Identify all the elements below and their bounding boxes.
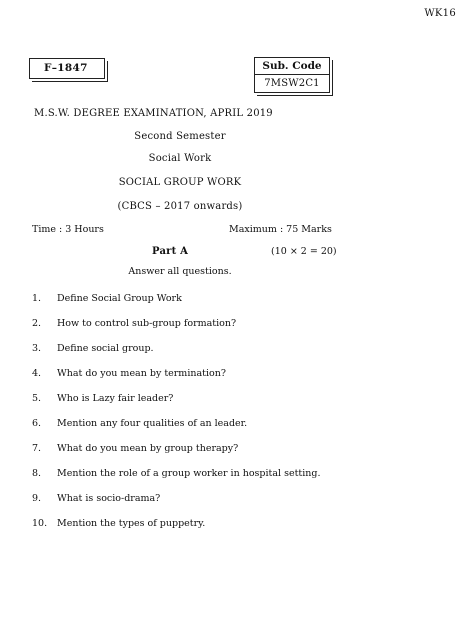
question-text: What is socio-drama? xyxy=(57,493,161,504)
question-number: 8. xyxy=(32,468,42,479)
question-text: Mention the role of a group worker in hospital setting. xyxy=(57,468,321,479)
question-number: 4. xyxy=(32,368,42,379)
paper-number-box xyxy=(29,58,105,79)
subject-code-box xyxy=(254,57,330,93)
question-number: 5. xyxy=(32,393,42,404)
subject-code-label: Sub. Code xyxy=(255,58,329,75)
question-number: 3. xyxy=(32,343,42,354)
question-text: Define social group. xyxy=(57,343,154,354)
course-title: SOCIAL GROUP WORK xyxy=(118,177,242,188)
question-number: 6. xyxy=(32,418,42,429)
paper-number: F–1847 xyxy=(44,62,88,74)
question-number: 2. xyxy=(32,318,42,329)
part-label: Part A xyxy=(152,246,189,257)
question-text: Who is Lazy fair leader? xyxy=(57,393,174,404)
question-text: Mention the types of puppetry. xyxy=(57,518,206,529)
question-number: 10. xyxy=(32,518,48,529)
subject: Social Work xyxy=(148,153,212,164)
scheme: (CBCS – 2017 onwards) xyxy=(117,201,243,212)
time-allowed: Time : 3 Hours xyxy=(32,224,104,235)
exam-title: M.S.W. DEGREE EXAMINATION, APRIL 2019 xyxy=(34,108,273,119)
document-code: WK16 xyxy=(424,8,456,19)
subject-code-value: 7MSW2C1 xyxy=(264,78,320,89)
question-number: 9. xyxy=(32,493,42,504)
maximum-marks: Maximum : 75 Marks xyxy=(229,224,332,235)
part-marks: (10 × 2 = 20) xyxy=(271,246,337,257)
question-text: What do you mean by termination? xyxy=(57,368,226,379)
question-text: Mention any four qualities of an leader. xyxy=(57,418,248,429)
question-text: How to control sub-group formation? xyxy=(57,318,237,329)
question-text: What do you mean by group therapy? xyxy=(57,443,239,454)
semester: Second Semester xyxy=(134,131,226,142)
question-number: 7. xyxy=(32,443,42,454)
question-number: 1. xyxy=(32,293,42,304)
instruction: Answer all questions. xyxy=(128,266,232,277)
question-text: Define Social Group Work xyxy=(57,293,182,304)
